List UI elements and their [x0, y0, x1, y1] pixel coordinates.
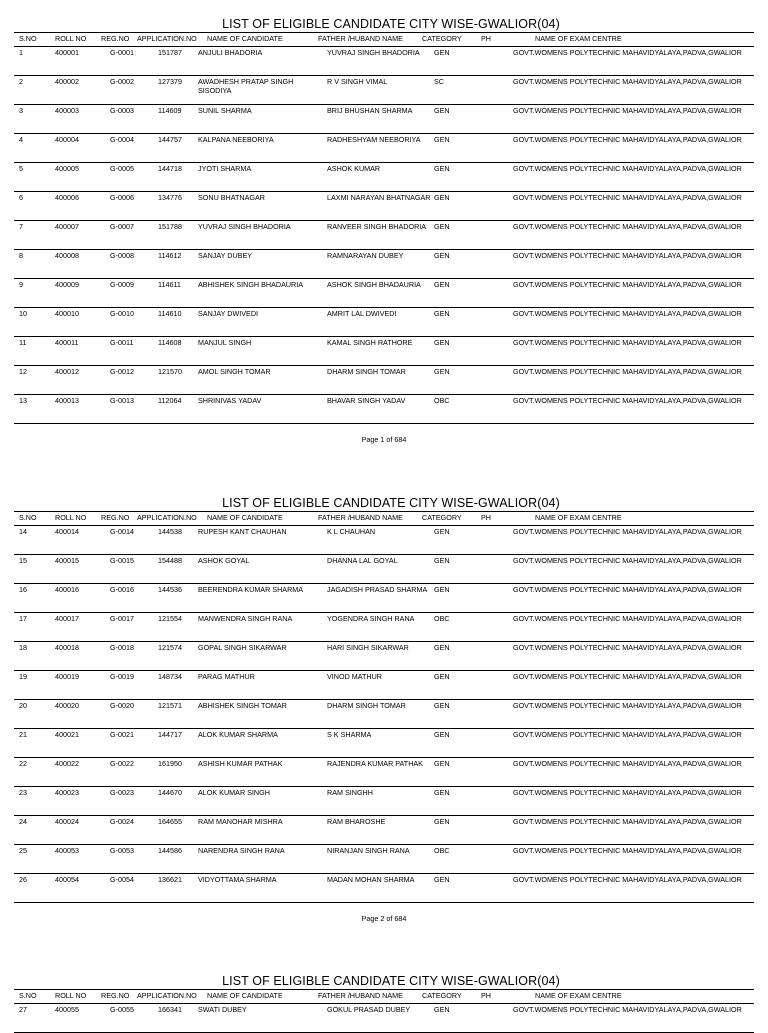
cell-application-number: 144536 [158, 585, 182, 594]
cell-category: SC [434, 77, 444, 86]
column-header-registration-number: REG.NO [101, 991, 130, 1000]
cell-serial-number: 9 [19, 280, 23, 289]
cell-application-number: 144538 [158, 527, 182, 536]
cell-roll-number: 400004 [55, 135, 79, 144]
cell-roll-number: 400020 [55, 701, 79, 710]
cell-registration-number: G-0018 [110, 643, 134, 652]
cell-application-number: 144586 [158, 846, 182, 855]
table-row [14, 845, 754, 874]
cell-category: GEN [434, 309, 450, 318]
cell-candidate-name: JYOTI SHARMA [198, 164, 252, 173]
cell-application-number: 114608 [158, 338, 182, 347]
cell-serial-number: 16 [19, 585, 27, 594]
cell-candidate-name: NARENDRA SINGH RANA [198, 846, 285, 855]
cell-candidate-name: PARAG MATHUR [198, 672, 255, 681]
cell-candidate-name: ASHISH KUMAR PATHAK [198, 759, 283, 768]
cell-serial-number: 8 [19, 251, 23, 260]
cell-roll-number: 400024 [55, 817, 79, 826]
column-header-category: CATEGORY [422, 513, 462, 522]
cell-application-number: 136621 [158, 875, 182, 884]
cell-category: GEN [434, 367, 450, 376]
cell-category: GEN [434, 701, 450, 710]
cell-serial-number: 10 [19, 309, 27, 318]
column-header-exam-centre: NAME OF EXAM CENTRE [535, 991, 622, 1000]
cell-registration-number: G-0017 [110, 614, 134, 623]
page-title: LIST OF ELIGIBLE CANDIDATE CITY WISE-GWALIOR(04) [222, 17, 560, 31]
cell-registration-number: G-0011 [110, 338, 134, 347]
cell-exam-centre: GOVT.WOMENS POLYTECHNIC MAHAVIDYALAYA,PADVA,GWALIOR [513, 527, 742, 536]
cell-candidate-name: SANJAY DWIVEDI [198, 309, 259, 318]
cell-application-number: 144718 [158, 164, 182, 173]
cell-application-number: 144670 [158, 788, 182, 797]
cell-roll-number: 400012 [55, 367, 79, 376]
cell-registration-number: G-0019 [110, 672, 134, 681]
cell-candidate-name: ALOK KUMAR SHARMA [198, 730, 278, 739]
table-row [14, 366, 754, 395]
cell-application-number: 114611 [158, 280, 181, 289]
cell-category: GEN [434, 48, 450, 57]
cell-application-number: 148734 [158, 672, 182, 681]
table-row [14, 526, 754, 555]
cell-father-husband-name: HARI SINGH SIKARWAR [327, 643, 409, 652]
document-page [0, 16, 768, 446]
cell-application-number: 112064 [158, 396, 182, 405]
cell-exam-centre: GOVT.WOMENS POLYTECHNIC MAHAVIDYALAYA,PADVA,GWALIOR [513, 338, 742, 347]
cell-father-husband-name: R V SINGH VIMAL [327, 77, 388, 86]
cell-category: GEN [434, 875, 450, 884]
cell-application-number: 164655 [158, 817, 182, 826]
cell-registration-number: G-0055 [110, 1005, 134, 1014]
cell-roll-number: 400013 [55, 396, 79, 405]
cell-application-number: 121574 [158, 643, 182, 652]
table-row [14, 279, 754, 308]
cell-candidate-name: YUVRAJ SINGH BHADORIA [198, 222, 291, 231]
cell-father-husband-name: BRIJ BHUSHAN SHARMA [327, 106, 413, 115]
cell-candidate-name: ANJULI BHADORIA [198, 48, 263, 57]
table-row [14, 76, 754, 105]
cell-category: GEN [434, 759, 450, 768]
cell-candidate-name: RAM MANOHAR MISHRA [198, 817, 283, 826]
cell-exam-centre: GOVT.WOMENS POLYTECHNIC MAHAVIDYALAYA,PADVA,GWALIOR [513, 135, 742, 144]
cell-serial-number: 14 [19, 527, 27, 536]
cell-roll-number: 400001 [55, 48, 79, 57]
cell-father-husband-name: GOKUL PRASAD DUBEY [327, 1005, 411, 1014]
cell-exam-centre: GOVT.WOMENS POLYTECHNIC MAHAVIDYALAYA,PADVA,GWALIOR [513, 701, 742, 710]
cell-exam-centre: GOVT.WOMENS POLYTECHNIC MAHAVIDYALAYA,PADVA,GWALIOR [513, 1005, 742, 1014]
cell-exam-centre: GOVT.WOMENS POLYTECHNIC MAHAVIDYALAYA,PADVA,GWALIOR [513, 222, 742, 231]
cell-exam-centre: GOVT.WOMENS POLYTECHNIC MAHAVIDYALAYA,PADVA,GWALIOR [513, 614, 742, 623]
cell-roll-number: 400014 [55, 527, 79, 536]
cell-father-husband-name: DHARM SINGH TOMAR [327, 367, 406, 376]
column-header-roll-number: ROLL NO [55, 991, 87, 1000]
cell-serial-number: 18 [19, 643, 27, 652]
cell-father-husband-name: RAM SINGHH [327, 788, 373, 797]
cell-registration-number: G-0053 [110, 846, 134, 855]
cell-exam-centre: GOVT.WOMENS POLYTECHNIC MAHAVIDYALAYA,PADVA,GWALIOR [513, 585, 742, 594]
cell-exam-centre: GOVT.WOMENS POLYTECHNIC MAHAVIDYALAYA,PADVA,GWALIOR [513, 556, 742, 565]
cell-father-husband-name: S K SHARMA [327, 730, 372, 739]
column-header-application-number: APPLICATION.NO [137, 34, 197, 43]
table-row [14, 700, 754, 729]
page-title: LIST OF ELIGIBLE CANDIDATE CITY WISE-GWALIOR(04) [222, 496, 560, 510]
cell-serial-number: 15 [19, 556, 27, 565]
table-header-row [14, 511, 754, 526]
cell-registration-number: G-0013 [110, 396, 134, 405]
cell-category: GEN [434, 106, 450, 115]
table-row [14, 47, 754, 76]
cell-serial-number: 25 [19, 846, 27, 855]
cell-serial-number: 1 [19, 48, 23, 57]
cell-registration-number: G-0020 [110, 701, 134, 710]
cell-exam-centre: GOVT.WOMENS POLYTECHNIC MAHAVIDYALAYA,PADVA,GWALIOR [513, 164, 742, 173]
cell-candidate-name: SHRINIVAS YADAV [198, 396, 262, 405]
cell-serial-number: 13 [19, 396, 27, 405]
cell-roll-number: 400009 [55, 280, 79, 289]
column-header-candidate-name: NAME OF CANDIDATE [207, 991, 283, 1000]
table-row [14, 758, 754, 787]
cell-registration-number: G-0014 [110, 527, 134, 536]
cell-father-husband-name: RAMNARAYAN DUBEY [327, 251, 404, 260]
cell-registration-number: G-0021 [110, 730, 134, 739]
cell-application-number: 161950 [158, 759, 182, 768]
cell-registration-number: G-0002 [110, 77, 134, 86]
cell-category: GEN [434, 672, 450, 681]
cell-serial-number: 20 [19, 701, 27, 710]
cell-serial-number: 4 [19, 135, 23, 144]
cell-roll-number: 400054 [55, 875, 79, 884]
cell-candidate-name: ABHISHEK SINGH BHADAURIA [198, 280, 304, 289]
cell-registration-number: G-0015 [110, 556, 134, 565]
table-row [14, 642, 754, 671]
cell-registration-number: G-0010 [110, 309, 134, 318]
cell-serial-number: 11 [19, 338, 27, 347]
column-header-candidate-name: NAME OF CANDIDATE [207, 34, 283, 43]
cell-registration-number: G-0022 [110, 759, 134, 768]
cell-serial-number: 7 [19, 222, 23, 231]
table-row [14, 105, 754, 134]
cell-application-number: 121554 [158, 614, 182, 623]
page-number: Page 1 of 684 [361, 435, 407, 444]
column-header-exam-centre: NAME OF EXAM CENTRE [535, 34, 622, 43]
table-row [14, 555, 754, 584]
table-row [14, 308, 754, 337]
cell-registration-number: G-0009 [110, 280, 134, 289]
table-row [14, 1004, 754, 1033]
cell-roll-number: 400003 [55, 106, 79, 115]
table-header-row [14, 989, 754, 1004]
cell-application-number: 121570 [158, 367, 182, 376]
cell-application-number: 127379 [158, 77, 182, 86]
document-page [0, 495, 768, 925]
cell-exam-centre: GOVT.WOMENS POLYTECHNIC MAHAVIDYALAYA,PADVA,GWALIOR [513, 846, 742, 855]
cell-exam-centre: GOVT.WOMENS POLYTECHNIC MAHAVIDYALAYA,PADVA,GWALIOR [513, 48, 742, 57]
cell-category: OBC [434, 614, 450, 623]
cell-registration-number: G-0008 [110, 251, 134, 260]
cell-exam-centre: GOVT.WOMENS POLYTECHNIC MAHAVIDYALAYA,PADVA,GWALIOR [513, 106, 742, 115]
cell-serial-number: 19 [19, 672, 27, 681]
cell-exam-centre: GOVT.WOMENS POLYTECHNIC MAHAVIDYALAYA,PADVA,GWALIOR [513, 817, 742, 826]
cell-application-number: 154488 [158, 556, 182, 565]
column-header-father-husband-name: FATHER /HUBAND NAME [318, 34, 403, 43]
cell-application-number: 114612 [158, 251, 182, 260]
cell-father-husband-name: YUVRAJ SINGH BHADORIA [327, 48, 420, 57]
cell-father-husband-name: LAXMI NARAYAN BHATNAGAR [327, 193, 431, 202]
cell-serial-number: 24 [19, 817, 27, 826]
column-header-ph-status: PH [481, 991, 491, 1000]
page-number: Page 2 of 684 [361, 914, 407, 923]
cell-category: GEN [434, 1005, 450, 1014]
cell-roll-number: 400019 [55, 672, 79, 681]
cell-exam-centre: GOVT.WOMENS POLYTECHNIC MAHAVIDYALAYA,PADVA,GWALIOR [513, 280, 742, 289]
column-header-application-number: APPLICATION.NO [137, 513, 197, 522]
cell-registration-number: G-0012 [110, 367, 134, 376]
cell-father-husband-name: ASHOK KUMAR [327, 164, 381, 173]
cell-category: OBC [434, 396, 450, 405]
cell-application-number: 121571 [158, 701, 182, 710]
cell-category: GEN [434, 527, 450, 536]
cell-serial-number: 21 [19, 730, 27, 739]
cell-exam-centre: GOVT.WOMENS POLYTECHNIC MAHAVIDYALAYA,PADVA,GWALIOR [513, 730, 742, 739]
cell-candidate-name: VIDYOTTAMA SHARMA [198, 875, 277, 884]
cell-category: GEN [434, 730, 450, 739]
cell-application-number: 166341 [158, 1005, 182, 1014]
cell-category: GEN [434, 643, 450, 652]
cell-candidate-name: SWATI DUBEY [198, 1005, 247, 1014]
cell-father-husband-name: RANVEER SINGH BHADORIA [327, 222, 427, 231]
cell-roll-number: 400055 [55, 1005, 79, 1014]
cell-exam-centre: GOVT.WOMENS POLYTECHNIC MAHAVIDYALAYA,PADVA,GWALIOR [513, 396, 742, 405]
cell-registration-number: G-0023 [110, 788, 134, 797]
table-row [14, 134, 754, 163]
column-header-category: CATEGORY [422, 991, 462, 1000]
cell-father-husband-name: KAMAL SINGH RATHORE [327, 338, 413, 347]
cell-father-husband-name: BHAVAR SINGH YADAV [327, 396, 406, 405]
cell-candidate-name: AMOL SINGH TOMAR [198, 367, 271, 376]
column-header-serial-number: S.NO [19, 34, 37, 43]
cell-father-husband-name: VINOD MATHUR [327, 672, 382, 681]
cell-category: GEN [434, 164, 450, 173]
cell-category: OBC [434, 846, 450, 855]
cell-roll-number: 400015 [55, 556, 79, 565]
cell-candidate-name: RUPESH KANT CHAUHAN [198, 527, 287, 536]
cell-application-number: 114610 [158, 309, 182, 318]
column-header-serial-number: S.NO [19, 991, 37, 1000]
table-row [14, 584, 754, 613]
table-row [14, 671, 754, 700]
cell-application-number: 151788 [158, 222, 182, 231]
cell-roll-number: 400005 [55, 164, 79, 173]
cell-father-husband-name: NIRANJAN SINGH RANA [327, 846, 410, 855]
cell-application-number: 134776 [158, 193, 182, 202]
cell-father-husband-name: RAJENDRA KUMAR PATHAK [327, 759, 423, 768]
cell-roll-number: 400016 [55, 585, 79, 594]
cell-roll-number: 400022 [55, 759, 79, 768]
cell-father-husband-name: K L CHAUHAN [327, 527, 376, 536]
table-row [14, 395, 754, 424]
table-row [14, 192, 754, 221]
table-row [14, 816, 754, 845]
cell-father-husband-name: AMRIT LAL DWIVEDI [327, 309, 397, 318]
cell-exam-centre: GOVT.WOMENS POLYTECHNIC MAHAVIDYALAYA,PADVA,GWALIOR [513, 193, 742, 202]
cell-category: GEN [434, 788, 450, 797]
cell-father-husband-name: DHARM SINGH TOMAR [327, 701, 406, 710]
cell-father-husband-name: DHANNA LAL GOYAL [327, 556, 398, 565]
table-row [14, 613, 754, 642]
cell-application-number: 144717 [158, 730, 182, 739]
column-header-ph-status: PH [481, 34, 491, 43]
cell-roll-number: 400023 [55, 788, 79, 797]
cell-category: GEN [434, 193, 450, 202]
cell-roll-number: 400008 [55, 251, 79, 260]
table-row [14, 250, 754, 279]
column-header-application-number: APPLICATION.NO [137, 991, 197, 1000]
cell-registration-number: G-0001 [110, 48, 134, 57]
cell-father-husband-name: RAM BHAROSHE [327, 817, 386, 826]
cell-category: GEN [434, 817, 450, 826]
cell-exam-centre: GOVT.WOMENS POLYTECHNIC MAHAVIDYALAYA,PADVA,GWALIOR [513, 643, 742, 652]
cell-father-husband-name: ASHOK SINGH BHADAURIA [327, 280, 421, 289]
cell-roll-number: 400017 [55, 614, 79, 623]
table-row [14, 729, 754, 758]
cell-category: GEN [434, 556, 450, 565]
cell-roll-number: 400007 [55, 222, 79, 231]
column-header-exam-centre: NAME OF EXAM CENTRE [535, 513, 622, 522]
cell-registration-number: G-0007 [110, 222, 134, 231]
cell-candidate-name: MANWENDRA SINGH RANA [198, 614, 293, 623]
cell-serial-number: 6 [19, 193, 23, 202]
cell-serial-number: 12 [19, 367, 27, 376]
column-header-roll-number: ROLL NO [55, 34, 87, 43]
cell-roll-number: 400002 [55, 77, 79, 86]
cell-registration-number: G-0003 [110, 106, 134, 115]
cell-registration-number: G-0016 [110, 585, 134, 594]
column-header-registration-number: REG.NO [101, 34, 130, 43]
cell-application-number: 151787 [158, 48, 182, 57]
cell-exam-centre: GOVT.WOMENS POLYTECHNIC MAHAVIDYALAYA,PADVA,GWALIOR [513, 759, 742, 768]
cell-application-number: 114609 [158, 106, 182, 115]
cell-candidate-name: SANJAY DUBEY [198, 251, 253, 260]
cell-father-husband-name: JAGADISH PRASAD SHARMA [327, 585, 428, 594]
cell-exam-centre: GOVT.WOMENS POLYTECHNIC MAHAVIDYALAYA,PADVA,GWALIOR [513, 788, 742, 797]
cell-roll-number: 400018 [55, 643, 79, 652]
cell-exam-centre: GOVT.WOMENS POLYTECHNIC MAHAVIDYALAYA,PADVA,GWALIOR [513, 367, 742, 376]
cell-candidate-name: GOPAL SINGH SIKARWAR [198, 643, 287, 652]
column-header-serial-number: S.NO [19, 513, 37, 522]
cell-serial-number: 22 [19, 759, 27, 768]
column-header-father-husband-name: FATHER /HUBAND NAME [318, 991, 403, 1000]
cell-candidate-name: AWADHESH PRATAP SINGH SISODIYA [198, 77, 294, 95]
cell-registration-number: G-0004 [110, 135, 134, 144]
cell-category: GEN [434, 585, 450, 594]
column-header-ph-status: PH [481, 513, 491, 522]
cell-candidate-name: BEERENDRA KUMAR SHARMA [198, 585, 304, 594]
cell-candidate-name: KALPANA NEEBORIYA [198, 135, 274, 144]
cell-serial-number: 26 [19, 875, 27, 884]
cell-roll-number: 400010 [55, 309, 79, 318]
cell-category: GEN [434, 135, 450, 144]
cell-candidate-name: ALOK KUMAR SINGH [198, 788, 270, 797]
cell-roll-number: 400053 [55, 846, 79, 855]
cell-father-husband-name: RADHESHYAM NEEBORIYA [327, 135, 421, 144]
column-header-category: CATEGORY [422, 34, 462, 43]
cell-serial-number: 17 [19, 614, 27, 623]
cell-exam-centre: GOVT.WOMENS POLYTECHNIC MAHAVIDYALAYA,PADVA,GWALIOR [513, 251, 742, 260]
cell-exam-centre: GOVT.WOMENS POLYTECHNIC MAHAVIDYALAYA,PADVA,GWALIOR [513, 77, 742, 86]
cell-registration-number: G-0006 [110, 193, 134, 202]
column-header-roll-number: ROLL NO [55, 513, 87, 522]
cell-registration-number: G-0005 [110, 164, 134, 173]
cell-candidate-name: ABHISHEK SINGH TOMAR [198, 701, 287, 710]
cell-serial-number: 5 [19, 164, 23, 173]
cell-candidate-name: SUNIL SHARMA [198, 106, 252, 115]
cell-father-husband-name: YOGENDRA SINGH RANA [327, 614, 415, 623]
cell-roll-number: 400006 [55, 193, 79, 202]
cell-serial-number: 23 [19, 788, 27, 797]
cell-registration-number: G-0024 [110, 817, 134, 826]
cell-exam-centre: GOVT.WOMENS POLYTECHNIC MAHAVIDYALAYA,PADVA,GWALIOR [513, 309, 742, 318]
cell-category: GEN [434, 251, 450, 260]
cell-candidate-name: SONU BHATNAGAR [198, 193, 265, 202]
column-header-father-husband-name: FATHER /HUBAND NAME [318, 513, 403, 522]
table-header-row [14, 32, 754, 47]
cell-roll-number: 400021 [55, 730, 79, 739]
cell-roll-number: 400011 [55, 338, 79, 347]
cell-category: GEN [434, 338, 450, 347]
table-row [14, 787, 754, 816]
cell-registration-number: G-0054 [110, 875, 134, 884]
table-row [14, 163, 754, 192]
table-row [14, 221, 754, 250]
cell-serial-number: 27 [19, 1005, 27, 1014]
column-header-registration-number: REG.NO [101, 513, 130, 522]
cell-candidate-name: MANJUL SINGH [198, 338, 252, 347]
cell-category: GEN [434, 222, 450, 231]
cell-serial-number: 3 [19, 106, 23, 115]
cell-application-number: 144757 [158, 135, 182, 144]
cell-exam-centre: GOVT.WOMENS POLYTECHNIC MAHAVIDYALAYA,PADVA,GWALIOR [513, 875, 742, 884]
page-title: LIST OF ELIGIBLE CANDIDATE CITY WISE-GWALIOR(04) [222, 974, 560, 988]
cell-category: GEN [434, 280, 450, 289]
column-header-candidate-name: NAME OF CANDIDATE [207, 513, 283, 522]
cell-candidate-name: ASHOK GOYAL [198, 556, 250, 565]
cell-father-husband-name: MADAN MOHAN SHARMA [327, 875, 415, 884]
cell-serial-number: 2 [19, 77, 23, 86]
document-page [0, 973, 768, 1033]
table-row [14, 874, 754, 903]
cell-exam-centre: GOVT.WOMENS POLYTECHNIC MAHAVIDYALAYA,PADVA,GWALIOR [513, 672, 742, 681]
table-row [14, 337, 754, 366]
